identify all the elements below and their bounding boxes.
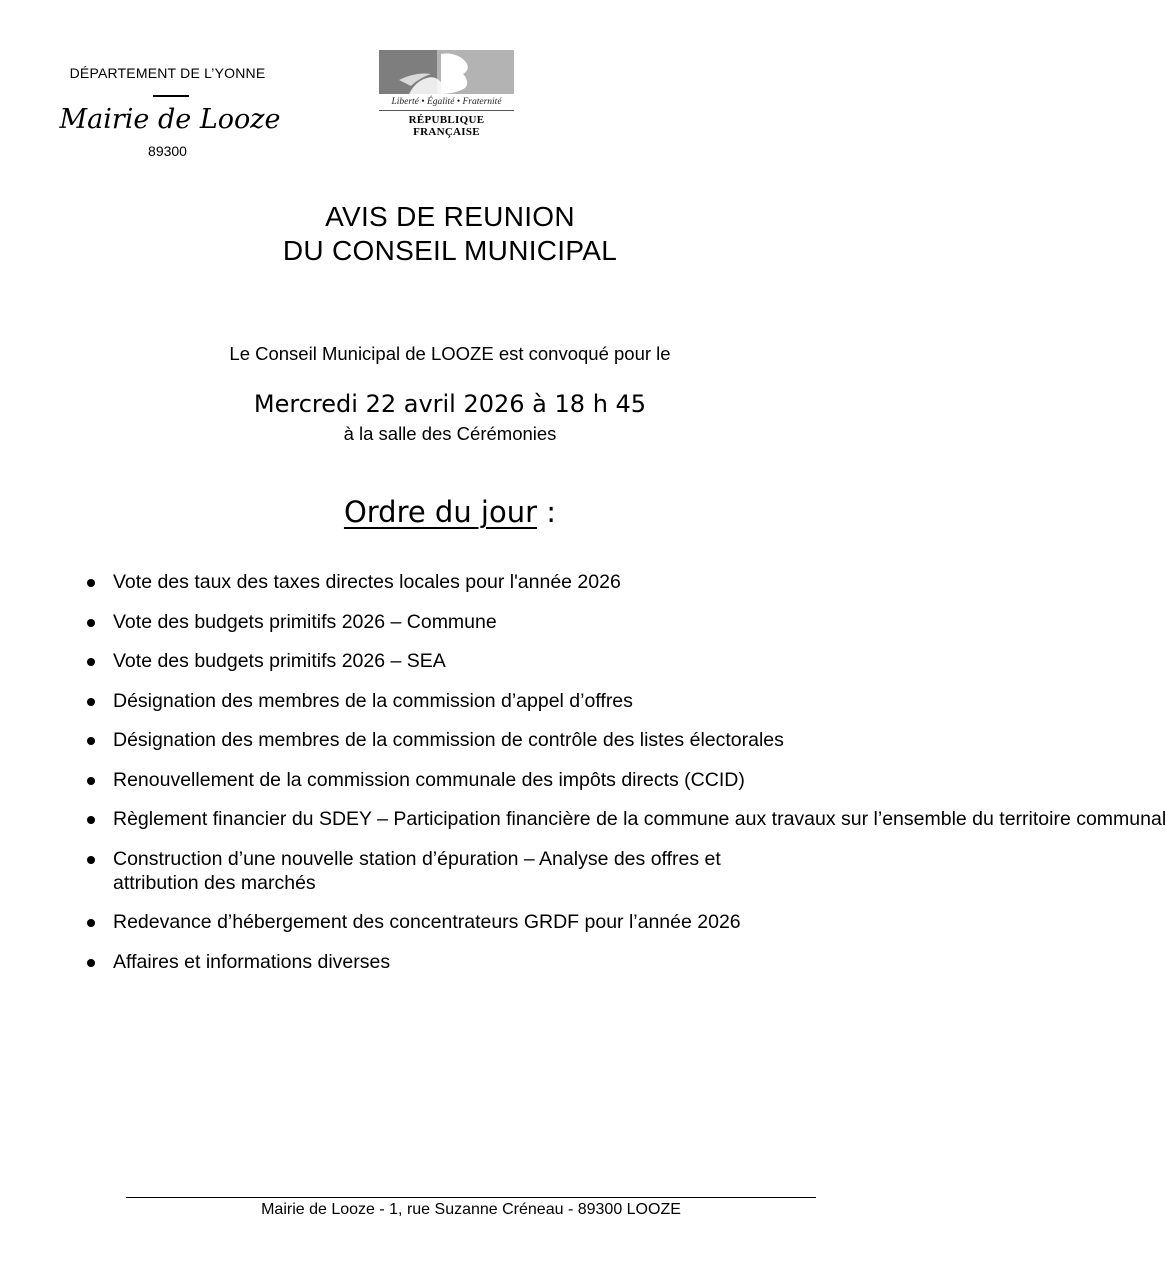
agenda-list [85,570,1166,989]
meeting-location: à la salle des Cérémonies [343,423,557,444]
meeting-date: Mercredi 22 avril 2026 à 18 h 45 [253,390,647,418]
agenda-heading-text: Ordre du jour [343,495,538,529]
agenda-item: Désignation des membres de la commission d’appel d’offres [85,689,820,713]
logo-divider [379,110,514,111]
department-label: DÉPARTEMENT DE L’YONNE [69,65,266,81]
agenda-item: Vote des taux des taxes directes locales pour l'année 2026 [85,570,820,594]
agenda-item: Renouvellement de la commission communale des impôts directs (CCID) [85,768,820,792]
header-divider [153,95,189,97]
agenda-heading-colon: : [537,495,557,529]
title-line-1: AVIS DE REUNION [325,201,575,232]
agenda-item: Redevance d’hébergement des concentrateurs GRDF pour l’année 2026 [85,910,820,934]
agenda-item: Désignation des membres de la commission de contrôle des listes électorales [85,728,820,752]
footer-divider [126,1197,816,1198]
postcode: 89300 [148,143,187,159]
agenda-item: Règlement financier du SDEY – Participation financière de la commune aux travaux sur l’ensemble du territoire communal [85,807,820,831]
convocation-intro: Le Conseil Municipal de LOOZE est convoqué pour le [229,343,671,364]
page-title [0,200,900,268]
agenda-item: Vote des budgets primitifs 2026 – Commune [85,610,820,634]
republic-motto: Liberté • Égalité • Fraternité [391,97,502,107]
title-line-2: DU CONSEIL MUNICIPAL [282,235,618,266]
footer-address: Mairie de Looze - 1, rue Suzanne Créneau - 89300 LOOZE [261,1201,681,1218]
agenda-item: Construction d’une nouvelle station d’épuration – Analyse des offres et attribution des marchés [85,847,820,895]
marianne-logo-icon [379,50,514,94]
agenda-item: Vote des budgets primitifs 2026 – SEA [85,649,820,673]
mairie-name: Mairie de Looze [59,104,281,135]
republic-name: RÉPUBLIQUE FRANÇAISE [408,114,485,138]
agenda-item: Affaires et informations diverses [85,950,820,974]
agenda-heading [0,495,900,529]
